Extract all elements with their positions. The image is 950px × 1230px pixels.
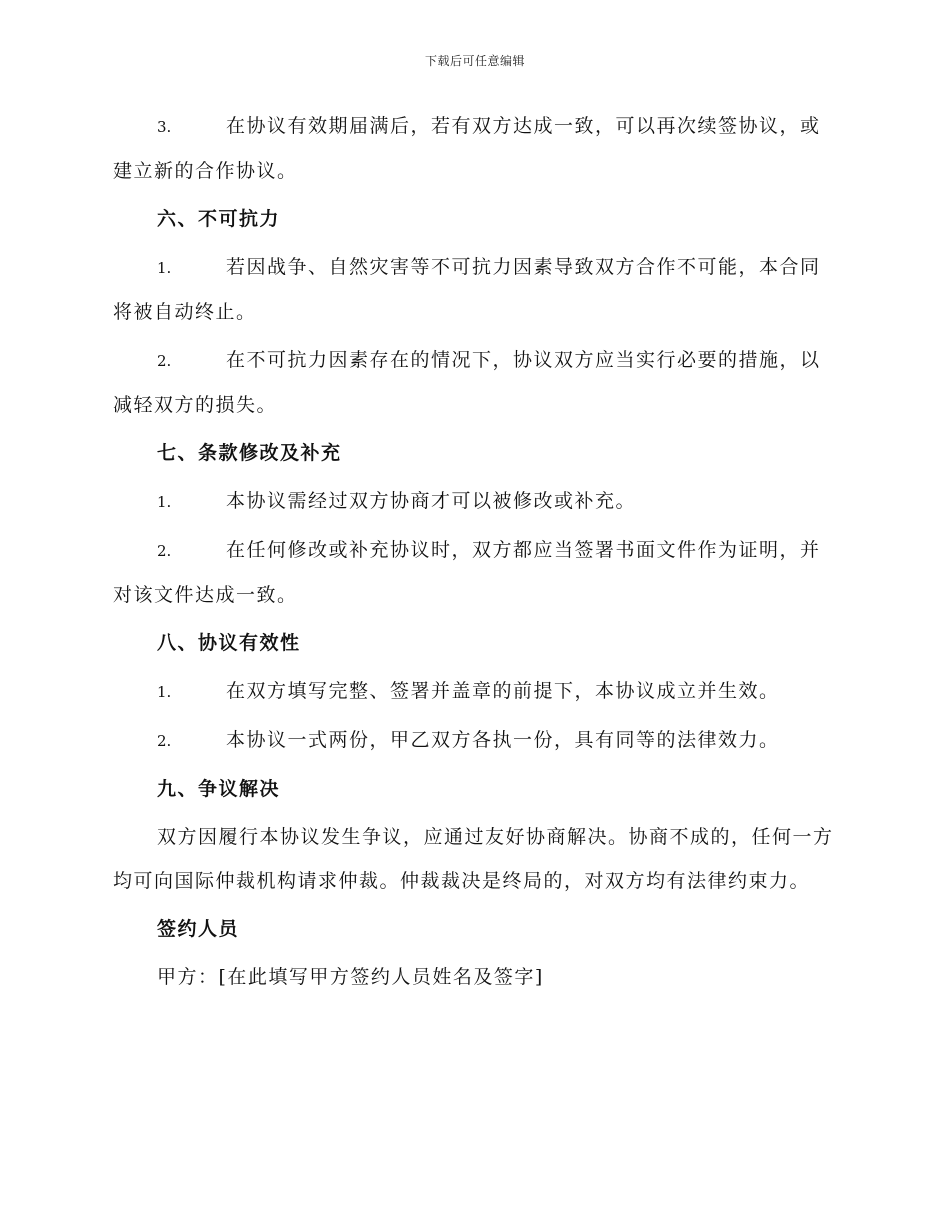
clause-number: 1.: [157, 683, 172, 701]
clause-7-1: [113, 479, 835, 524]
clause-number: 3.: [157, 118, 172, 136]
dispute-paragraph: 双方因履行本协议发生争议，应通过友好协商解决。协商不成的，任何一方均可向国际仲裁机构请求仲裁。仲裁裁决是终局的，对双方均有法律约束力。: [113, 826, 834, 892]
clause-number: 2.: [157, 542, 172, 560]
document-body: [113, 104, 835, 1003]
section-heading-signatories: 签约人员: [157, 918, 240, 940]
section-heading-dispute: 九、争议解决: [157, 778, 281, 800]
page-header: 下载后可任意编辑: [424, 54, 525, 68]
clause-number: 1.: [157, 493, 172, 511]
clause-text: 本协议需经过双方协商才可以被修改或补充。: [226, 490, 637, 512]
clause-number: 1.: [157, 259, 172, 277]
clause-number: 2.: [157, 352, 172, 370]
section-heading-amendments: 七、条款修改及补充: [157, 442, 342, 464]
clause-5-3: [113, 104, 835, 193]
clause-text: 若因战争、自然灾害等不可抗力因素导致双方合作不可能，本合同将被自动终止。: [113, 256, 821, 323]
party-a-signature-line: 甲方：[在此填写甲方签约人员姓名及签字]: [157, 966, 544, 988]
clause-text: 在协议有效期届满后，若有双方达成一致，可以再次续签协议，或建立新的合作协议。: [113, 115, 821, 182]
clause-8-2: [113, 718, 835, 763]
section-heading-validity: 八、协议有效性: [157, 632, 301, 654]
clause-text: 在双方填写完整、签署并盖章的前提下，本协议成立并生效。: [226, 680, 780, 702]
clause-text: 本协议一式两份，甲乙双方各执一份，具有同等的法律效力。: [226, 729, 780, 751]
clause-6-1: [113, 245, 835, 334]
clause-8-1: [113, 669, 835, 714]
clause-number: 2.: [157, 732, 172, 750]
clause-text: 在任何修改或补充协议时，双方都应当签署书面文件作为证明，并对该文件达成一致。: [113, 539, 821, 606]
clause-text: 在不可抗力因素存在的情况下，协议双方应当实行必要的措施，以减轻双方的损失。: [113, 349, 821, 416]
clause-6-2: [113, 338, 835, 427]
clause-7-2: [113, 528, 835, 617]
section-heading-force-majeure: 六、不可抗力: [157, 208, 281, 230]
